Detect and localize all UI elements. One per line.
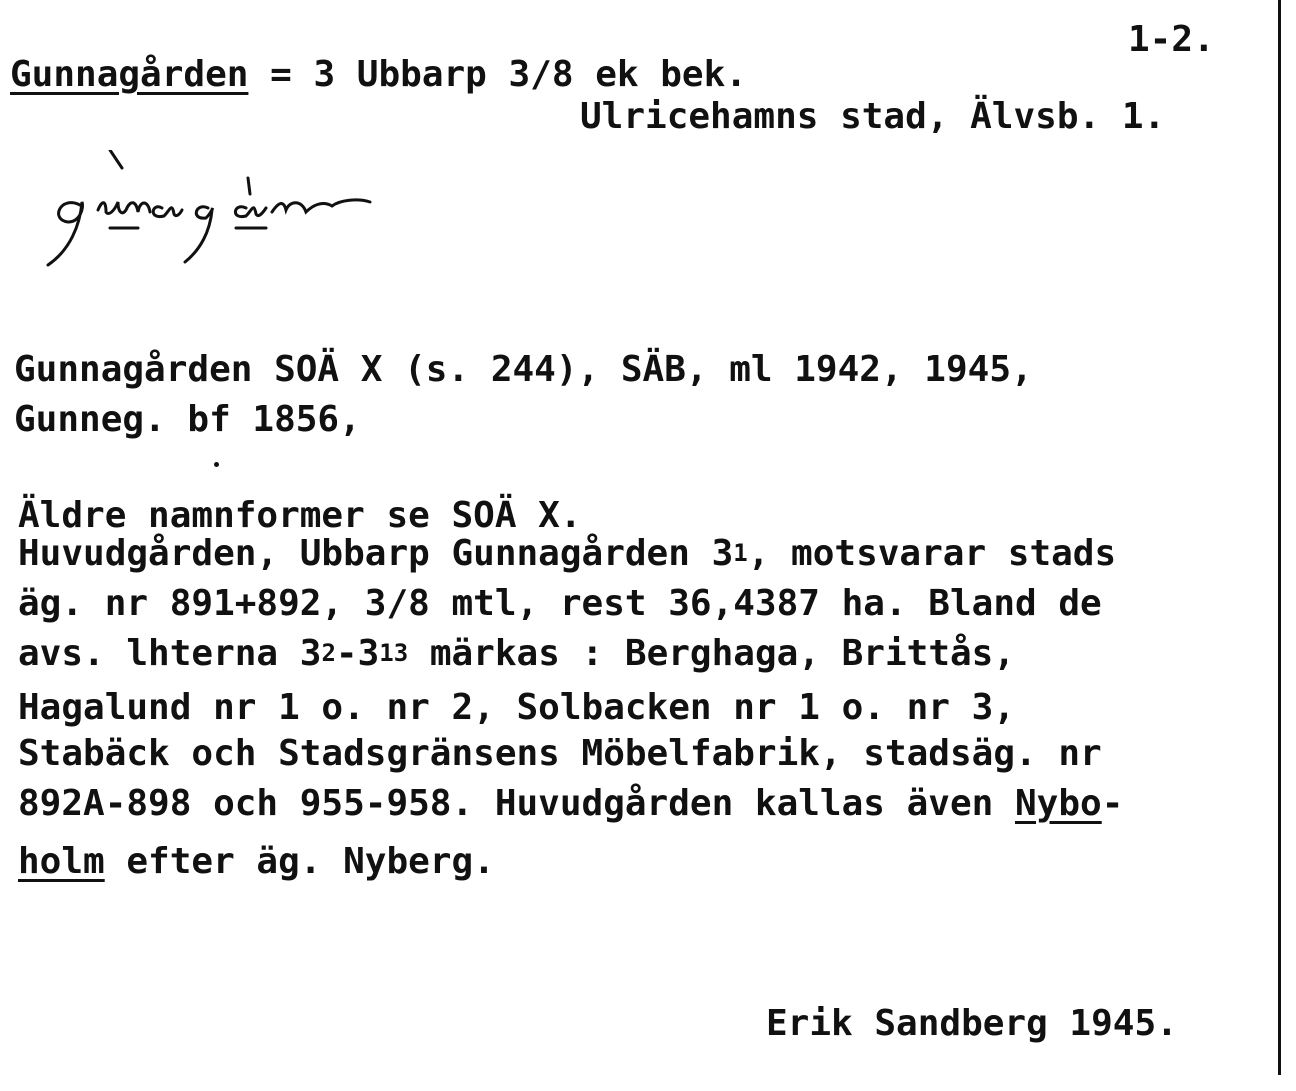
body-line-4-superscript-2: 13 <box>379 639 409 667</box>
headword: Gunnagården <box>10 54 249 95</box>
body-line-8-text-end: efter äg. Nyberg. <box>104 841 495 882</box>
stray-dot <box>214 462 219 467</box>
body-line-2 <box>18 534 1116 577</box>
nyboholm-part-1: Nybo <box>1015 783 1102 824</box>
handwritten-pronunciation-drawing <box>40 150 480 280</box>
body-line-4-text-mid: -3 <box>335 633 380 674</box>
signature: Erik Sandberg 1945. <box>766 1003 1178 1044</box>
body-line-8 <box>18 842 495 882</box>
hyphen: - <box>1101 783 1124 824</box>
location-line: Ulricehamns stad, Älvsb. 1. <box>580 96 1166 137</box>
body-line-6: Stabäck och Stadsgränsens Möbelfabrik, stadsäg. nr <box>18 733 1102 774</box>
body-line-1: Äldre namnformer se SOÄ X. <box>18 495 582 536</box>
card-right-edge <box>1278 0 1281 1075</box>
body-line-5: Hagalund nr 1 o. nr 2, Solbacken nr 1 o. nr 3, <box>18 687 1015 728</box>
source-line-1: Gunnagården SOÄ X (s. 244), SÄB, ml 1942, 1945, <box>14 349 1033 390</box>
body-line-4 <box>18 634 1015 677</box>
body-line-4-superscript-1: 2 <box>321 639 336 667</box>
card-number: 1-2. <box>1128 19 1215 60</box>
body-line-2-text: Huvudgården, Ubbarp Gunnagården 3 <box>18 533 734 574</box>
nyboholm-part-2: holm <box>18 841 105 882</box>
body-line-2-text-end: , motsvarar stads <box>747 533 1117 574</box>
body-line-7 <box>18 784 1123 824</box>
header-rest: = 3 Ubbarp 3/8 ek bek. <box>248 54 747 95</box>
body-line-3: äg. nr 891+892, 3/8 mtl, rest 36,4387 ha. Bland de <box>18 583 1102 624</box>
header-line <box>10 55 747 95</box>
body-line-4-text: avs. lhterna 3 <box>18 633 322 674</box>
body-line-2-superscript: 1 <box>733 539 748 567</box>
source-line-2: Gunneg. bf 1856, <box>14 399 361 440</box>
body-line-7-text: 892A-898 och 955-958. Huvudgården kallas även <box>18 783 1015 824</box>
body-line-4-text-end: märkas : Berghaga, Brittås, <box>408 633 1016 674</box>
